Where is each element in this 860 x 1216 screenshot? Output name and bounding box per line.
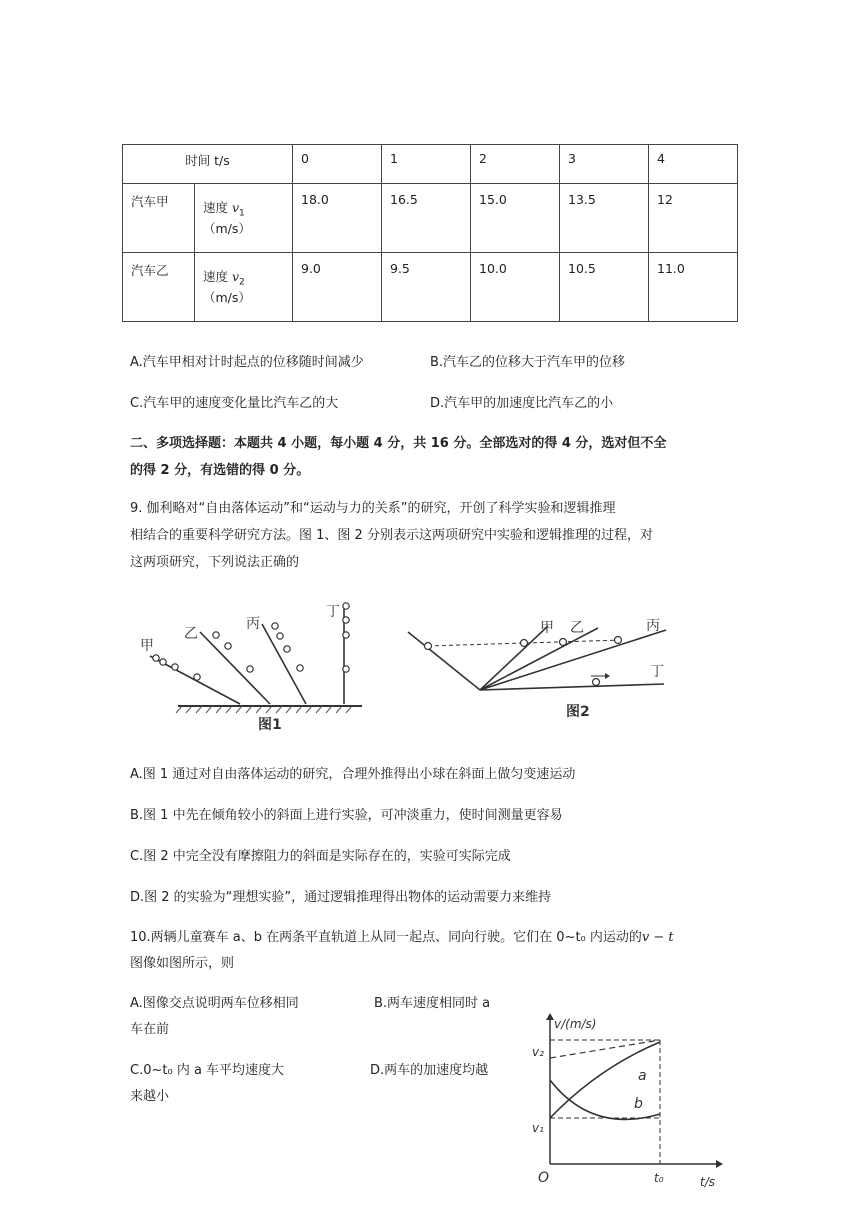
car-name: 汽车甲 [123,184,195,253]
time-cell: 0 [293,145,382,184]
q10-option-a: A.图像交点说明两车位移相同 [130,996,299,1011]
value-cell: 10.5 [560,253,649,322]
time-cell: 2 [471,145,560,184]
vt-curve-a-label: a [638,1068,647,1084]
vt-xlabel: t/s [700,1175,715,1189]
q9-option-a: A.图 1 通过对自由落体运动的研究，合理外推得出小球在斜面上做匀变速运动 [130,767,576,782]
section-heading-cont: 的得 2 分，有选错的得 0 分。 [130,463,310,478]
table-header-row [123,145,738,184]
table-row [123,184,738,253]
q9-stem: 相结合的重要科学研究方法。图 1、图 2 分别表示这两项研究中实验和逻辑推理的过程，对 [130,528,653,543]
value-cell: 16.5 [382,184,471,253]
fig1-caption: 图1 [258,717,282,733]
time-header: 时间 t/s [123,145,293,184]
q8-option-b: B.汽车乙的位移大于汽车甲的位移 [430,355,626,370]
figure-2-ideal-experiment [400,606,680,726]
vt-origin: O [538,1170,550,1186]
fig2-label-yi: 乙 [570,620,584,636]
q10-option-d-cont: 来越小 [130,1089,170,1104]
q9-stem: 9. 伽利略对“自由落体运动”和“运动与力的关系”的研究，开创了科学实验和逻辑推理 [130,501,616,516]
q10-stem-cont: 图像如图所示，则 [130,956,235,971]
fig2-label-jia: 甲 [540,620,554,636]
section-heading: 二、多项选择题：本题共 4 小题，每小题 4 分，共 16 分。全部选对的得 4 分，选对但不全 [130,436,667,451]
fig1-label-bing: 丙 [246,616,260,632]
time-cell: 4 [649,145,738,184]
time-cell: 1 [382,145,471,184]
value-cell: 15.0 [471,184,560,253]
vt-ylabel: v/(m/s) [554,1017,597,1031]
vt-v1: v₁ [532,1121,544,1135]
q9-option-b: B.图 1 中先在倾角较小的斜面上进行实验，可冲淡重力，使时间测量更容易 [130,808,563,823]
time-cell: 3 [560,145,649,184]
vt-graph [520,1010,730,1202]
vt-t0: t₀ [654,1171,664,1185]
value-cell: 9.0 [293,253,382,322]
q9-option-c: C.图 2 中完全没有摩擦阻力的斜面是实际存在的，实验可实际完成 [130,849,511,864]
q10-option-c: C.0~t₀ 内 a 车平均速度大 [130,1063,285,1078]
fig2-label-ding: 丁 [650,664,664,680]
q10-option-b: B.两车速度相同时 a [374,996,491,1011]
figure-1-inclines [140,596,370,736]
q10-option-b-cont: 车在前 [130,1022,170,1037]
fig1-label-ding: 丁 [326,604,340,620]
q9-stem: 这两项研究，下列说法正确的 [130,555,300,570]
fig1-label-jia: 甲 [140,638,154,654]
value-cell: 11.0 [649,253,738,322]
value-cell: 13.5 [560,184,649,253]
q8-option-d: D.汽车甲的加速度比汽车乙的小 [430,396,614,411]
value-cell: 18.0 [293,184,382,253]
speed-table [122,144,738,322]
q8-option-c: C.汽车甲的速度变化量比汽车乙的大 [130,396,339,411]
fig2-caption: 图2 [566,704,590,720]
q10-option-d: D.两车的加速度均越 [370,1063,489,1078]
vt-curve-b-label: b [634,1096,643,1112]
quantity-label: 速度 $v_1(m/s)$ [195,184,293,253]
value-cell: 9.5 [382,253,471,322]
q10-stem: 10.两辆儿童赛车 a、b 在两条平直轨道上从同一起点、同向行驶。它们在 0~t₀ 内运动的v − t [130,930,674,945]
fig2-label-bing: 丙 [646,618,660,634]
q9-option-d: D.图 2 的实验为“理想实验”，通过逻辑推理得出物体的运动需要力来维持 [130,890,552,905]
value-cell: 10.0 [471,253,560,322]
value-cell: 12 [649,184,738,253]
car-name: 汽车乙 [123,253,195,322]
vt-v2: v₂ [532,1045,544,1059]
table-row [123,253,738,322]
quantity-label: 速度 $v_2(m/s)$ [195,253,293,322]
q8-option-a: A.汽车甲相对计时起点的位移随时间减少 [130,355,364,370]
fig1-label-yi: 乙 [184,626,198,642]
